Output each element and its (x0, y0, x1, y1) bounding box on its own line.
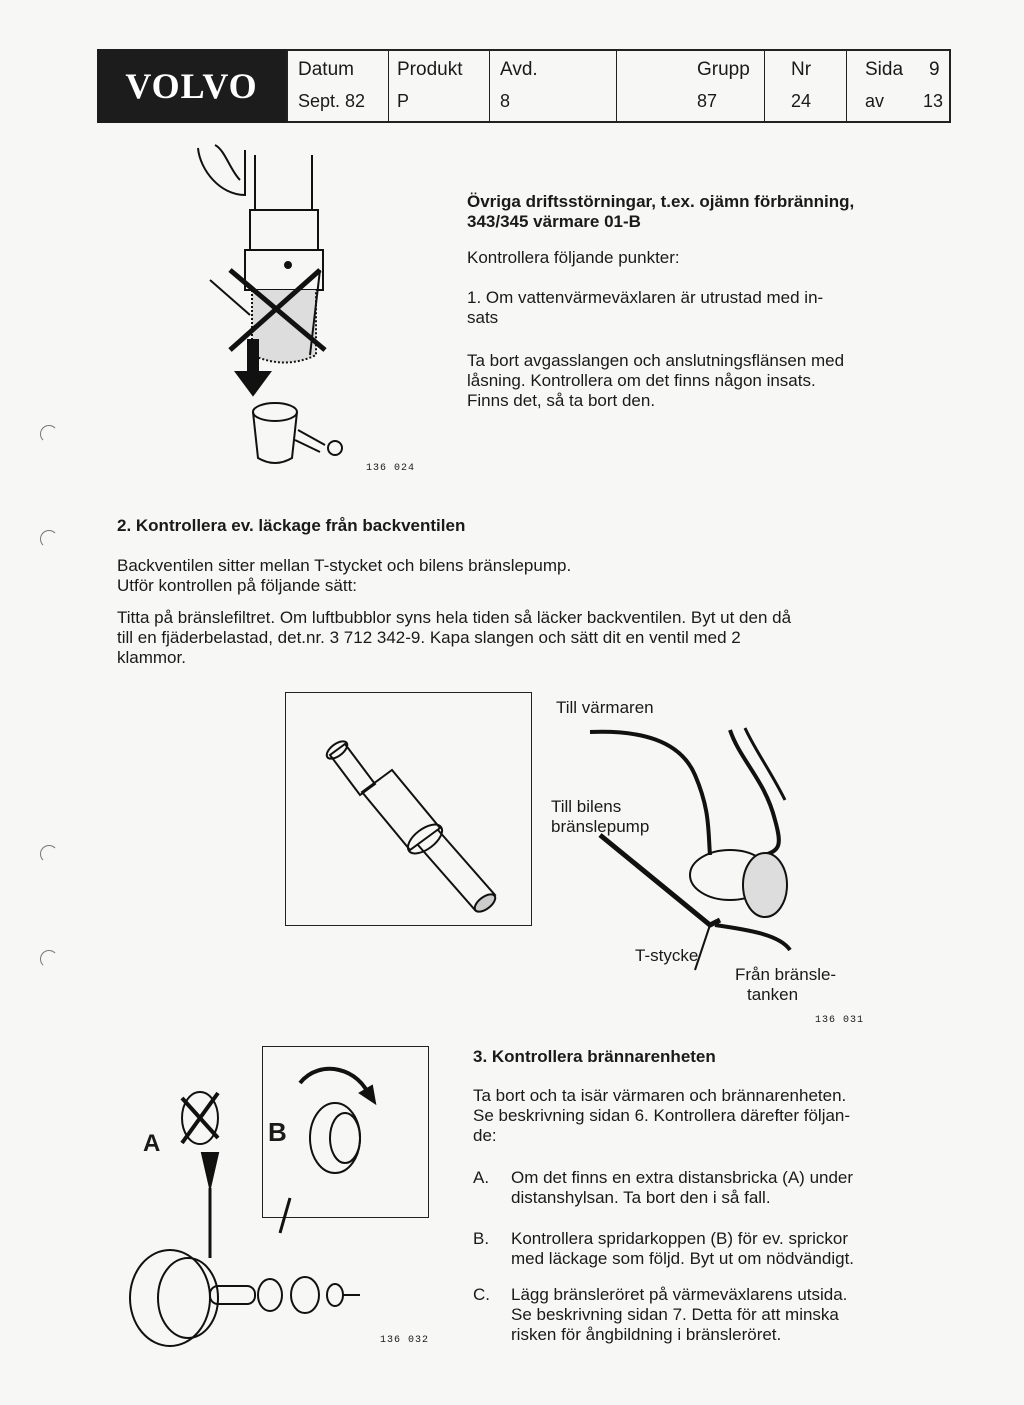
datum-label: Datum (298, 59, 354, 80)
nr-value: 24 (791, 91, 812, 111)
item-c-line1: Lägg bränsleröret på värmeväxlarens utsida. (511, 1285, 848, 1304)
burner-assembly-illustration (110, 1058, 440, 1358)
av-label: av (865, 91, 885, 111)
item-a-line1: Om det finns en extra distansbricka (A) under (511, 1168, 854, 1187)
datum-cell (288, 51, 389, 121)
item-b-line2: med läckage som följd. Byt ut om nödvändigt. (511, 1249, 855, 1268)
produkt-cell (389, 51, 490, 121)
grupp-value: 87 (697, 91, 718, 111)
section3-body-line1: Ta bort och ta isär värmaren och brännarenheten. (473, 1086, 847, 1105)
punch-hole (40, 950, 58, 968)
label-b: B (268, 1117, 287, 1147)
section3-heading: 3. Kontrollera brännarenheten (473, 1047, 716, 1066)
figure-number-1: 136 024 (366, 463, 416, 474)
item1-body-line3: Finns det, så ta bort den. (467, 391, 656, 410)
avd-value: 8 (500, 91, 511, 111)
section3-body-line2: Se beskrivning sidan 6. Kontrollera därefter följan- (473, 1106, 851, 1125)
label-till-bilens-line2: bränslepump (551, 817, 650, 836)
grupp-label: Grupp (697, 59, 750, 80)
datum-value: Sept. 82 (298, 91, 366, 111)
section2-line3: Titta på bränslefiltret. Om luftbubblor syns hela tiden så läcker backventilen. Byt ut den då (117, 608, 792, 627)
avd-label: Avd. (500, 59, 538, 80)
punch-hole (40, 845, 58, 863)
nr-cell (765, 51, 847, 121)
item1-heading-line1: 1. Om vattenvärmeväxlaren är utrustad med in- (467, 288, 824, 307)
t-piece-illustration (600, 830, 820, 970)
section-title-line1: Övriga driftsstörningar, t.ex. ojämn förbränning, (467, 192, 855, 211)
item-b-letter: B. (473, 1229, 490, 1248)
item1-heading-line2: sats (467, 308, 499, 327)
sida-value: 9 (929, 59, 940, 80)
volvo-logo: VOLVO (97, 49, 286, 123)
label-a: A (143, 1130, 161, 1157)
avd-cell (490, 51, 617, 121)
section2-line1: Backventilen sitter mellan T-stycket och bilens bränslepump. (117, 556, 572, 575)
label-fran-line2: tanken (747, 985, 799, 1004)
sida-label: Sida (865, 59, 904, 80)
item1-body-line2: låsning. Kontrollera om det finns någon insats. (467, 371, 816, 390)
nr-label: Nr (791, 59, 812, 80)
label-till-varmaren: Till värmaren (556, 698, 654, 717)
item-c-line2: Se beskrivning sidan 7. Detta för att minska (511, 1305, 839, 1324)
item-a-line2: distanshylsan. Ta bort den i så fall. (511, 1188, 771, 1207)
item-c-letter: C. (473, 1285, 490, 1304)
section-title-line2: 343/345 värmare 01-B (467, 212, 641, 231)
item-a-letter: A. (473, 1168, 490, 1187)
figure-number-2: 136 031 (815, 1015, 865, 1026)
label-t-stycke: T-stycke (635, 946, 699, 965)
item-b-line1: Kontrollera spridarkoppen (B) för ev. sprickor (511, 1229, 848, 1248)
produkt-label: Produkt (397, 59, 463, 80)
section2-line5: klammor. (117, 648, 186, 667)
label-till-bilens-line1: Till bilens (551, 797, 622, 816)
figure-number-3: 136 032 (380, 1335, 430, 1346)
sida-cell (847, 51, 949, 121)
section2-line2: Utför kontrollen på följande sätt: (117, 576, 358, 595)
exhaust-insert-illustration (190, 140, 370, 470)
item1-body-line1: Ta bort avgasslangen och anslutningsflänsen med (467, 351, 845, 370)
av-value: 13 (923, 91, 944, 111)
produkt-value: P (397, 91, 410, 111)
check-valve-illustration (300, 720, 520, 920)
grupp-cell (617, 51, 765, 121)
section2-heading: 2. Kontrollera ev. läckage från backventilen (117, 516, 466, 535)
punch-hole (40, 425, 58, 443)
punch-hole (40, 530, 58, 548)
header-table (286, 49, 951, 123)
check-label: Kontrollera följande punkter: (467, 248, 680, 267)
label-fran-line1: Från bränsle- (735, 965, 837, 984)
section2-line4: till en fjäderbelastad, det.nr. 3 712 342-9. Kapa slangen och sätt dit en ventil med 2 (117, 628, 741, 647)
item-c-line3: risken för ångbildning i bränsleröret. (511, 1325, 782, 1344)
section3-body-line3: de: (473, 1126, 497, 1145)
